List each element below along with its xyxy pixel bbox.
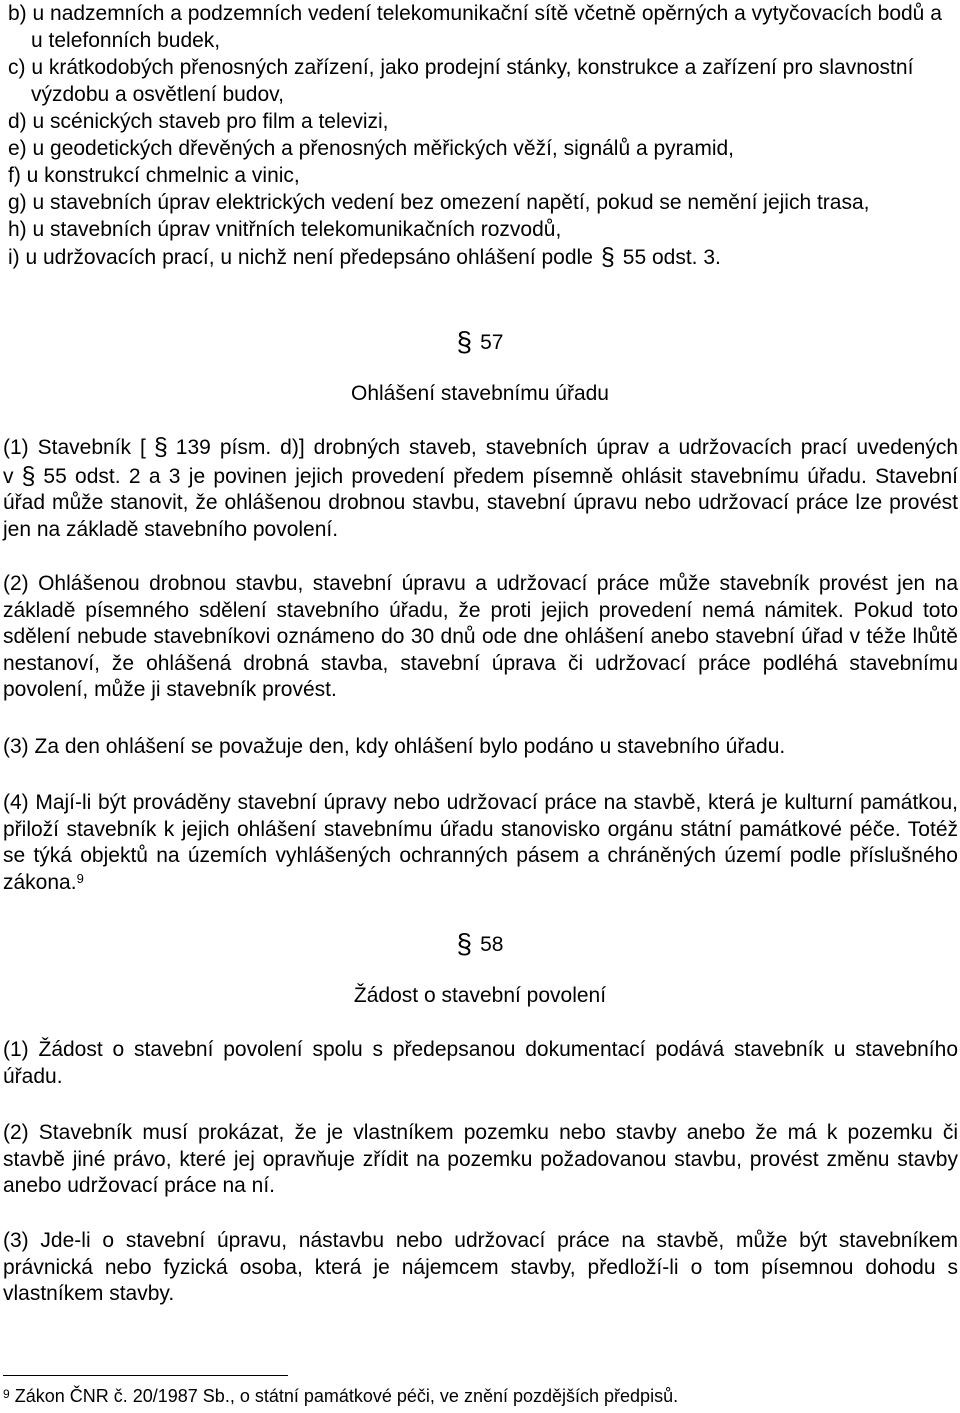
exemption-list: [8, 0, 953, 271]
section-number-58: [0, 928, 960, 958]
list-item-i-after: 55 odst. 3.: [622, 246, 721, 269]
paragraph-58-3: (3) Jde-li o stavební úpravu, nástavbu nebo udržovací práce na stavbě, může být stavebníkem právnická nebo fyzická osoba, která je nájemcem stavby, předloží-li o tom písemnou dohodu s vlastníkem stavby.: [3, 1229, 958, 1305]
section-number-value: 57: [480, 331, 504, 354]
list-item: g) u stavebních úprav elektrických vedení bez omezení napětí, pokud se nemění jejich trasa,: [8, 191, 870, 214]
section-sign: §: [456, 326, 473, 357]
list-item: b) u nadzemních a podzemních vedení telekomunikační sítě včetně opěrných a vytyčovacích bodů a u telefonních budek,: [8, 2, 942, 52]
paragraph-57-4: (4) Mají-li být prováděny stavební úpravy nebo udržovací práce na stavbě, která je kulturní památkou, přiloží stavebník k jejich ohlášení stavebnímu úřadu stanovisko orgánu státní památkové péče. Totéž se týká objektů na územích vyhlášených ochranných pásem a chráněných území podle příslušného zákona.$^9$: [3, 791, 958, 894]
paragraph-57-3: (3) Za den ohlášení se považuje den, kdy ohlášení bylo podáno u stavebního úřadu.: [3, 735, 786, 758]
list-item-i: [8, 243, 953, 271]
section-sign: §: [600, 243, 615, 271]
list-item: f) u konstrukcí chmelnic a vinic,: [8, 164, 300, 187]
list-item: c) u krátkodobých přenosných zařízení, jako prodejní stánky, konstrukce a zařízení pro slavnostní výzdobu a osvětlení budov,: [8, 56, 914, 106]
section-sign: §: [456, 928, 473, 959]
section-number-57: [0, 326, 960, 356]
paragraph-57-1: (1) Stavebník [ § 139 písm. d)] drobných staveb, stavebních úprav a udržovacích prací uvedených v § 55 odst. 2 a 3 je povinen jejich provedení předem písemně ohlásit stavebnímu úřadu. Stavební úřad může stanovit, že ohlášenou drobnou stavbu, stavební úpravu nebo udržovací práce lze provést jen na základě stavebního povolení.: [3, 433, 958, 541]
footnote: [3, 1385, 678, 1407]
section-sign: §: [153, 433, 168, 461]
section-number-value: 58: [480, 933, 504, 956]
footnote-ref[interactable]: 9: [76, 870, 84, 886]
section-title-57: Ohlášení stavebnímu úřadu: [351, 382, 609, 405]
footnote-number: 9: [3, 1387, 10, 1401]
footnote-divider: [3, 1375, 288, 1376]
list-item: h) u stavebních úprav vnitřních telekomunikačních rozvodů,: [8, 218, 562, 241]
list-item-i-before: i) u udržovacích prací, u nichž není předepsáno ohlášení podle: [8, 246, 593, 269]
footnote-text: Zákon ČNR č. 20/1987 Sb., o státní památkové péči, ve znění pozdějších předpisů.: [14, 1386, 679, 1406]
list-item: e) u geodetických dřevěných a přenosných měřických věží, signálů a pyramid,: [8, 137, 735, 160]
paragraph-58-1: (1) Žádost o stavební povolení spolu s předepsanou dokumentací podává stavebník u stavebního úřadu.: [3, 1038, 958, 1088]
section-title-58: Žádost o stavební povolení: [353, 984, 607, 1007]
section-sign: §: [21, 461, 36, 490]
paragraph-58-2: (2) Stavebník musí prokázat, že je vlastníkem pozemku nebo stavby anebo že má k pozemku či stavbě jiné právo, které jej opravňuje zřídit na pozemku požadovanou stavbu, provést změnu stavby anebo udržovací práce na ní.: [3, 1121, 958, 1197]
list-item: d) u scénických staveb pro film a televizi,: [8, 110, 389, 133]
paragraph-57-2: (2) Ohlášenou drobnou stavbu, stavební úpravu a udržovací práce může stavebník provést jen na základě písemného sdělení stavebního úřadu, že proti jejich provedení nemá námitek. Pokud toto sdělení nebude stavebníkovi oznámeno do 30 dnů ode dne ohlášení anebo stavební úřad v téže lhůtě nestanoví, že ohlášená drobná stavba, stavební úprava či udržovací práce podléhá stavebnímu povolení, může ji stavebník provést.: [3, 572, 958, 701]
